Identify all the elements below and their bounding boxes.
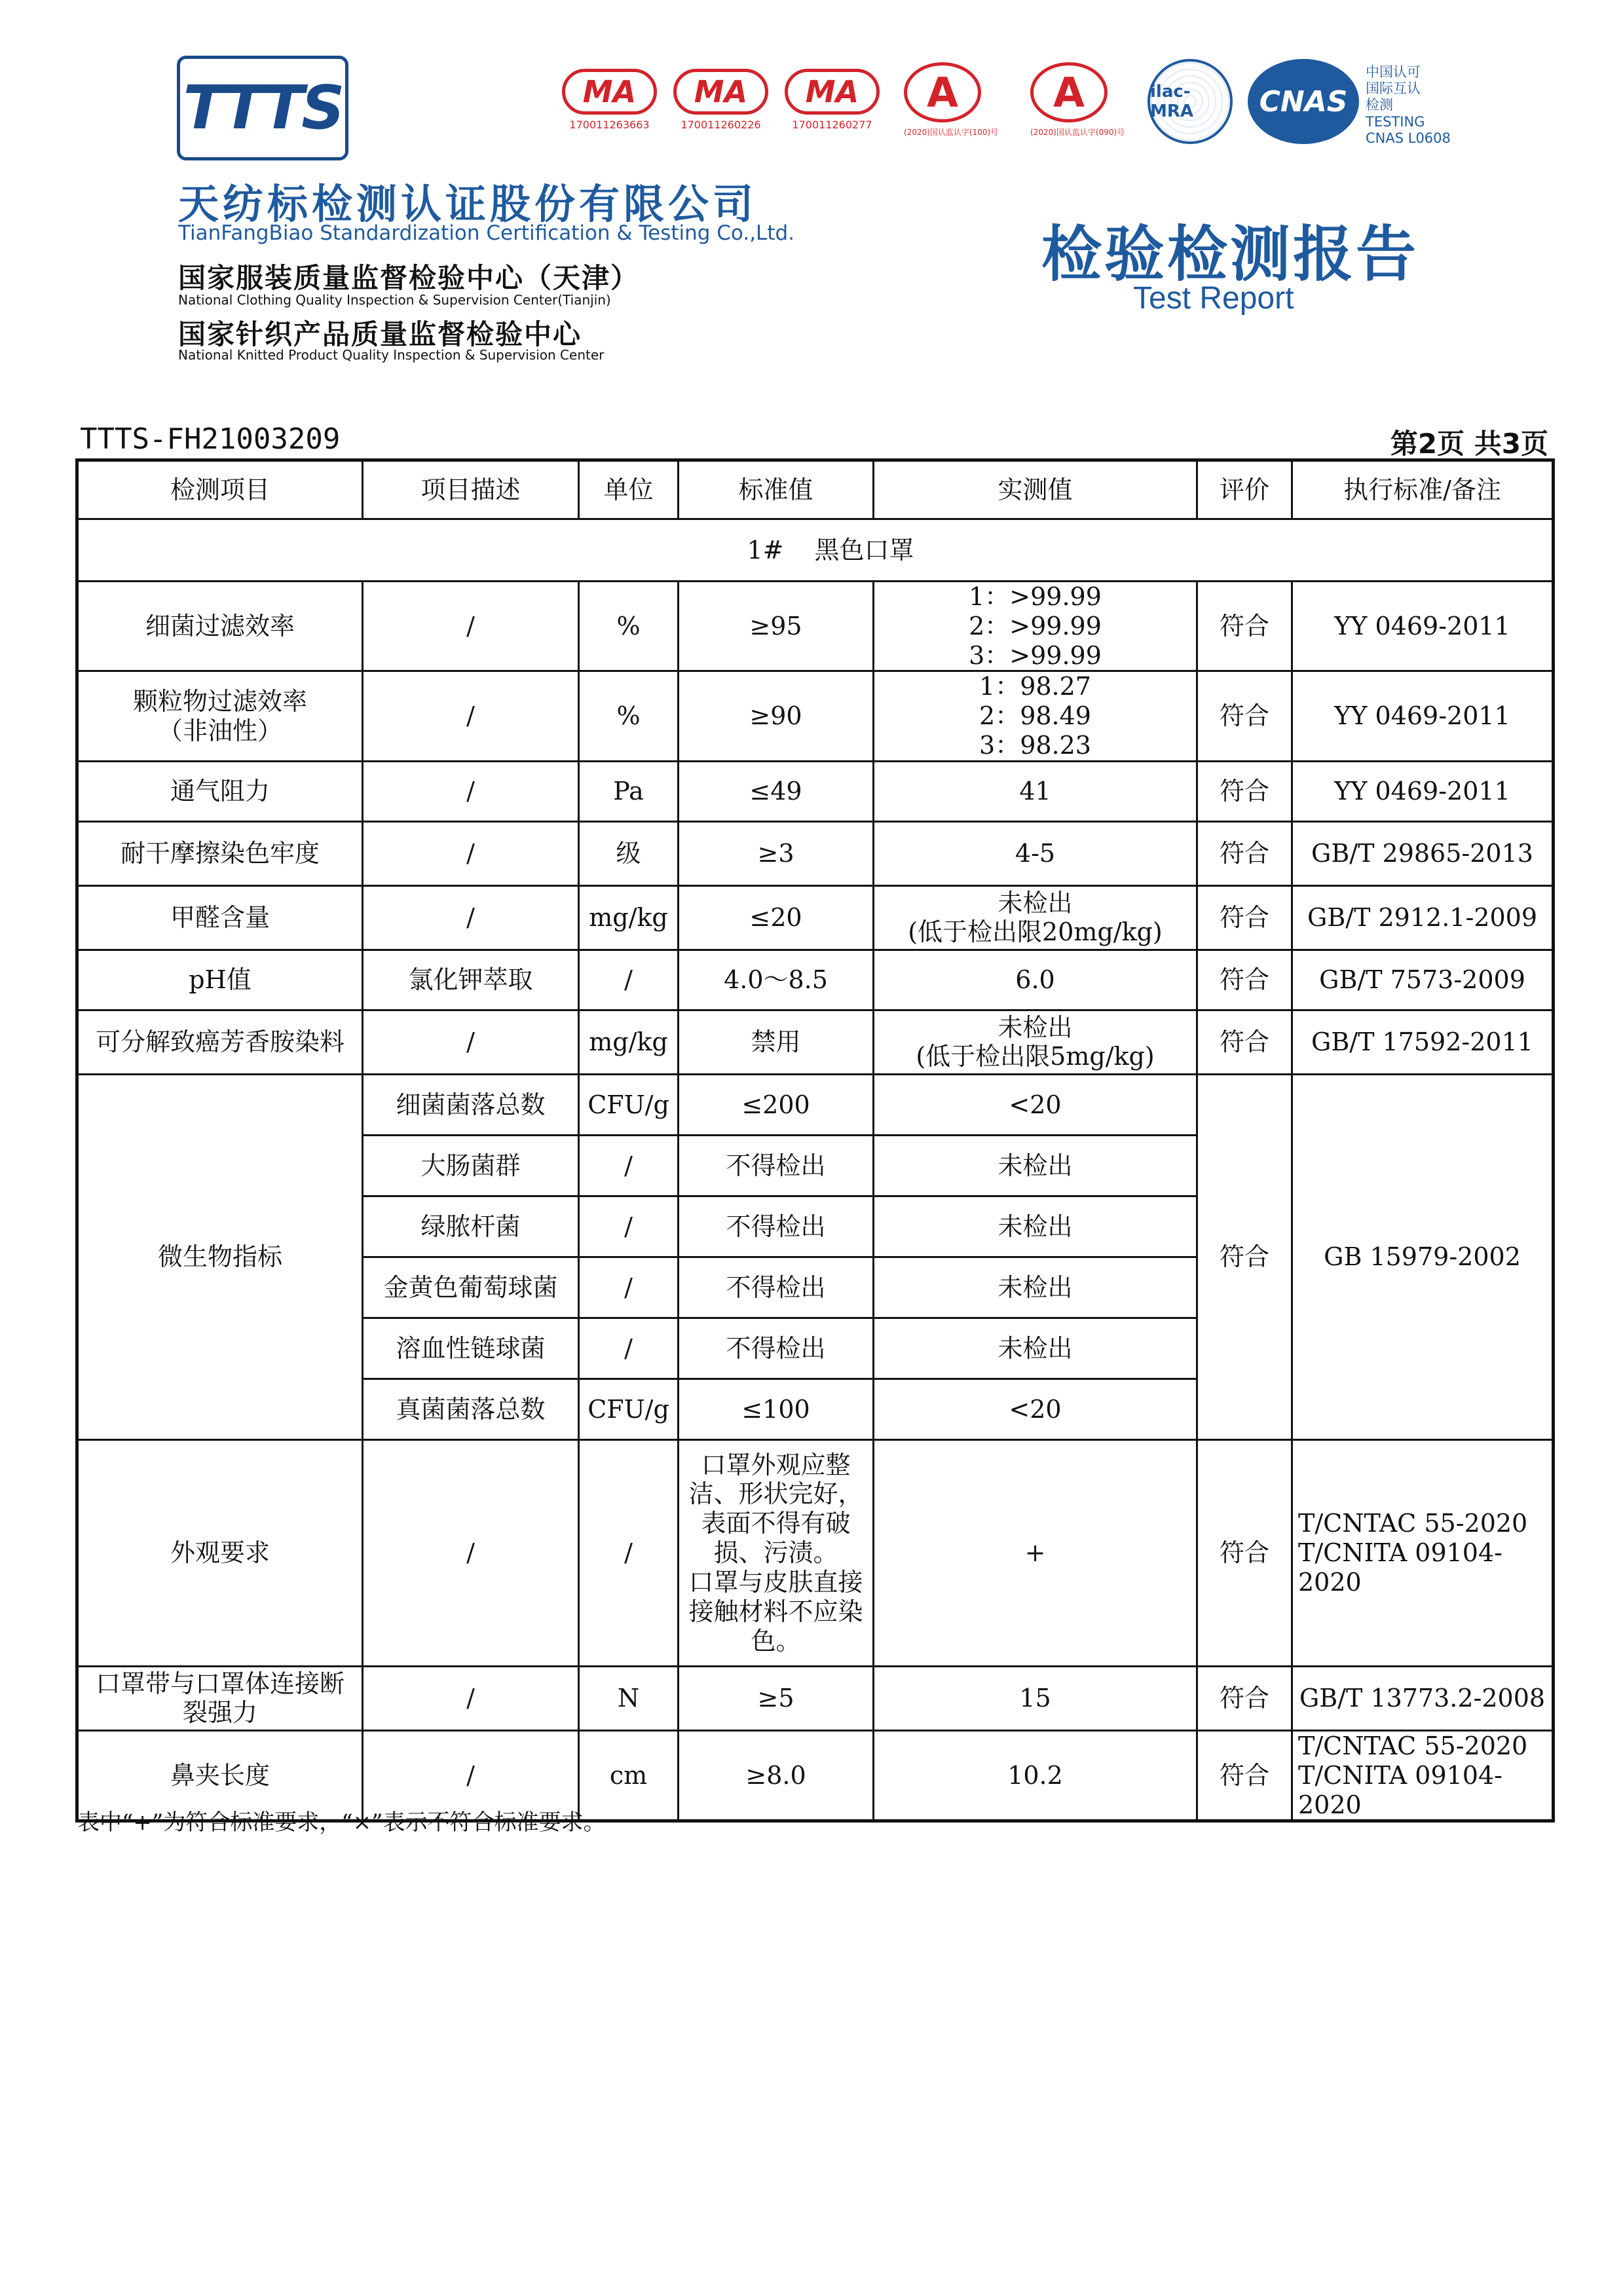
item-cell: pH值 (77, 950, 363, 1010)
measured-cell: 未检出 (低于检出限20mg/kg) (874, 885, 1197, 950)
measured-cell: 未检出 (874, 1196, 1197, 1257)
table-row (77, 582, 1554, 671)
eval-cell: 符合 (1197, 761, 1292, 821)
std-value-cell: ≤100 (679, 1379, 874, 1439)
unit-cell: / (579, 950, 679, 1010)
measured-cell: 未检出 (874, 1257, 1197, 1318)
std-value-cell: ≤20 (679, 885, 874, 950)
cma-mark-1 (562, 69, 657, 131)
standard-cell: YY 0469-2011 (1292, 582, 1554, 671)
col-header-std: 标准值 (679, 460, 874, 519)
measured-cell: 未检出 (874, 1318, 1197, 1379)
report-number: TTTS-FH21003209 (80, 422, 341, 456)
cnas-caption: 中国认可 国际互认 检测 TESTING CNAS L0608 (1366, 64, 1451, 146)
std-value-cell: ≥8.0 (679, 1730, 874, 1821)
table-row (77, 1666, 1554, 1730)
unit-cell: / (579, 1257, 679, 1318)
std-value-cell: ≥3 (679, 821, 874, 885)
unit-cell: Pa (579, 761, 679, 821)
table-row (77, 1074, 1554, 1135)
eval-cell: 符合 (1197, 582, 1292, 671)
unit-cell: % (579, 582, 679, 671)
eval-cell: 符合 (1197, 1074, 1292, 1439)
item-cell: 细菌过滤效率 (77, 582, 363, 671)
cma-code: 170011263663 (569, 119, 650, 131)
cnas-icon: CNAS (1248, 59, 1359, 144)
standard-cell: GB/T 2912.1-2009 (1292, 885, 1554, 950)
sample-no: 1# (747, 535, 784, 565)
measured-line: 1：98.27 (979, 672, 1091, 701)
col-header-measured: 实测值 (874, 460, 1197, 519)
item-cell: 耐干摩擦染色牢度 (77, 821, 363, 885)
item-cell: 鼻夹长度 (77, 1730, 363, 1821)
measured-line: 2：>99.99 (969, 611, 1102, 640)
table-row (77, 1010, 1554, 1074)
cma-icon: MA (562, 69, 657, 115)
std-value-cell: ≥95 (679, 582, 874, 671)
standard-cell: T/CNTAC 55-2020 T/CNITA 09104-2020 (1292, 1439, 1554, 1666)
std-value-cell: ≤49 (679, 761, 874, 821)
std-value-cell: 4.0～8.5 (679, 950, 874, 1010)
ttts-logo-text: TTTS (183, 73, 343, 143)
standard-cell: YY 0469-2011 (1292, 761, 1554, 821)
company-name-en: TianFangBiao Standardization Certification & Testing Co.,Ltd. (178, 221, 795, 245)
measured-cell: 10.2 (874, 1730, 1197, 1821)
center1-name-cn: 国家服装质量监督检验中心（天津） (178, 262, 640, 294)
desc-cell: / (363, 1439, 579, 1666)
report-title-en: Test Report (1133, 281, 1294, 316)
center2-name-en: National Knitted Product Quality Inspection & Supervision Center (178, 347, 605, 363)
eval-cell: 符合 (1197, 1439, 1292, 1666)
unit-cell: mg/kg (579, 885, 679, 950)
center1-name-en: National Clothing Quality Inspection & Supervision Center(Tianjin) (178, 292, 611, 308)
measured-cell: 未检出 (874, 1135, 1197, 1196)
cal-code: (2020)国认监认字(090)号 (1030, 128, 1125, 137)
desc-cell: / (363, 1010, 579, 1074)
desc-cell: 绿脓杆菌 (363, 1196, 579, 1257)
eval-cell: 符合 (1197, 1010, 1292, 1074)
table-row (77, 885, 1554, 950)
sample-row (77, 519, 1554, 582)
measured-cell: <20 (874, 1074, 1197, 1135)
cma-code: 170011260277 (792, 119, 872, 131)
table-row (77, 821, 1554, 885)
std-value-cell: 不得检出 (679, 1318, 874, 1379)
item-cell: 外观要求 (77, 1439, 363, 1666)
measured-cell: 4-5 (874, 821, 1197, 885)
unit-cell: / (579, 1135, 679, 1196)
measured-cell: + (874, 1439, 1197, 1666)
standard-cell: GB/T 7573-2009 (1292, 950, 1554, 1010)
desc-cell: / (363, 1730, 579, 1821)
std-value-cell: 禁用 (679, 1010, 874, 1074)
desc-cell: / (363, 582, 579, 671)
std-value-cell: ≥5 (679, 1666, 874, 1730)
standard-cell: GB 15979-2002 (1292, 1074, 1554, 1439)
col-header-standard: 执行标准/备注 (1292, 460, 1554, 519)
measured-cell: <20 (874, 1379, 1197, 1439)
cma-code: 170011260226 (681, 119, 761, 131)
std-value-cell: ≤200 (679, 1074, 874, 1135)
report-title-cn: 检验检测报告 (1041, 219, 1419, 289)
table-row (77, 671, 1554, 761)
desc-cell: / (363, 761, 579, 821)
item-cell: 甲醛含量 (77, 885, 363, 950)
unit-cell: 级 (579, 821, 679, 885)
eval-cell: 符合 (1197, 1730, 1292, 1821)
unit-cell: / (579, 1318, 679, 1379)
desc-cell: 细菌菌落总数 (363, 1074, 579, 1135)
measured-cell: 15 (874, 1666, 1197, 1730)
std-value-cell: 不得检出 (679, 1257, 874, 1318)
table-row (77, 950, 1554, 1010)
col-header-unit: 单位 (579, 460, 679, 519)
company-name-cn: 天纺标检测认证股份有限公司 (178, 180, 758, 228)
eval-cell: 符合 (1197, 950, 1292, 1010)
eval-cell: 符合 (1197, 671, 1292, 761)
table-row (77, 761, 1554, 821)
standard-cell: GB/T 29865-2013 (1292, 821, 1554, 885)
unit-cell: N (579, 1666, 679, 1730)
unit-cell: CFU/g (579, 1074, 679, 1135)
ttts-logo (177, 56, 348, 160)
desc-cell: 金黄色葡萄球菌 (363, 1257, 579, 1318)
sample-cell (77, 519, 1554, 582)
unit-cell: / (579, 1196, 679, 1257)
standard-cell: GB/T 17592-2011 (1292, 1010, 1554, 1074)
item-cell: 微生物指标 (77, 1074, 363, 1439)
col-header-eval: 评价 (1197, 460, 1292, 519)
col-header-item: 检测项目 (77, 460, 363, 519)
desc-cell: / (363, 671, 579, 761)
standard-cell: GB/T 13773.2-2008 (1292, 1666, 1554, 1730)
unit-cell: cm (579, 1730, 679, 1821)
standard-cell: YY 0469-2011 (1292, 671, 1554, 761)
cal-code: (2020)国认监认字(100)号 (904, 128, 999, 137)
eval-cell: 符合 (1197, 885, 1292, 950)
cma-mark-3 (785, 69, 880, 131)
desc-cell: / (363, 1666, 579, 1730)
unit-cell: % (579, 671, 679, 761)
results-table (75, 458, 1555, 1823)
cal-icon: A (904, 62, 981, 122)
measured-cell (874, 671, 1197, 761)
measured-line: 3：>99.99 (969, 640, 1102, 670)
measured-line: 3：98.23 (979, 731, 1091, 760)
std-value-cell: 不得检出 (679, 1196, 874, 1257)
std-value-cell: 不得检出 (679, 1135, 874, 1196)
std-value-cell: ≥90 (679, 671, 874, 761)
unit-cell: / (579, 1439, 679, 1666)
unit-cell: mg/kg (579, 1010, 679, 1074)
sample-name: 黑色口罩 (814, 535, 914, 565)
measured-cell: 未检出 (低于检出限5mg/kg) (874, 1010, 1197, 1074)
standard-cell: T/CNTAC 55-2020 T/CNITA 09104-2020 (1292, 1730, 1554, 1821)
desc-cell: / (363, 821, 579, 885)
col-header-desc: 项目描述 (363, 460, 579, 519)
cma-icon: MA (673, 69, 768, 115)
measured-cell: 6.0 (874, 950, 1197, 1010)
desc-cell: 溶血性链球菌 (363, 1318, 579, 1379)
footnote: 表中“+”为符合标准要求，“×”表示不符合标准要求。 (77, 1809, 606, 1836)
ilac-mra-icon: ilac-MRA (1147, 59, 1233, 144)
measured-cell (874, 582, 1197, 671)
item-cell: 颗粒物过滤效率 （非油性） (77, 671, 363, 761)
measured-line: 1：>99.99 (969, 582, 1102, 611)
desc-cell: / (363, 885, 579, 950)
center2-name-cn: 国家针织产品质量监督检验中心 (178, 318, 582, 350)
item-cell: 口罩带与口罩体连接断 裂强力 (77, 1666, 363, 1730)
table-row (77, 1439, 1554, 1666)
item-cell: 可分解致癌芳香胺染料 (77, 1010, 363, 1074)
item-cell: 通气阻力 (77, 761, 363, 821)
eval-cell: 符合 (1197, 821, 1292, 885)
measured-cell: 41 (874, 761, 1197, 821)
cma-icon: MA (785, 69, 880, 115)
cma-mark-2 (673, 69, 768, 131)
unit-cell: CFU/g (579, 1379, 679, 1439)
desc-cell: 真菌菌落总数 (363, 1379, 579, 1439)
table-header-row (77, 460, 1554, 519)
cal-mark-2 (1030, 62, 1125, 138)
page-info: 第2页 共3页 (1390, 428, 1548, 460)
cal-mark-1 (904, 62, 998, 138)
eval-cell: 符合 (1197, 1666, 1292, 1730)
desc-cell: 氯化钾萃取 (363, 950, 579, 1010)
desc-cell: 大肠菌群 (363, 1135, 579, 1196)
measured-line: 2：98.49 (979, 701, 1091, 731)
cal-icon: A (1030, 62, 1108, 122)
std-value-cell: 口罩外观应整 洁、形状完好， 表面不得有破 损、污渍。 口罩与皮肤直接 接触材料不应染 色。 (679, 1439, 874, 1666)
